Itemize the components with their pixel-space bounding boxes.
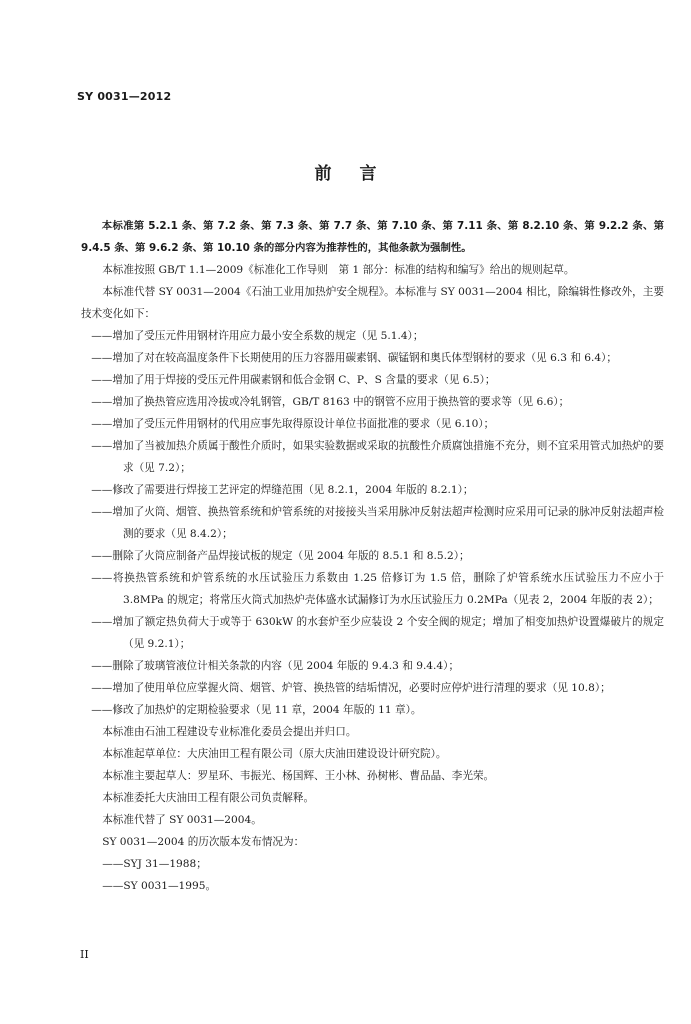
list-item: ——增加了对在较高温度条件下长期使用的压力容器用碳素钢、碳锰钢和奥氏体型钢材的要求（见 6.3 和 6.4）； [91,352,618,364]
list-item: ——增加了当被加热介质属于酸性介质时，如果实验数据或采取的抗酸性介质腐蚀措施不充分，则不宜采用管式加热炉的要求（见 7.2）； [91,440,664,474]
list-item: ——增加了用于焊接的受压元件用碳素钢和低合金钢 C、P、S 含量的要求（见 6.5）； [91,374,496,386]
page-number: II [80,948,89,961]
list-item: ——增加了换热管应选用冷拔或冷轧钢管，GB/T 8163 中的钢管不应用于换热管的要求等（见 6.6）； [91,396,570,408]
closing-paragraph: 本标准由石油工程建设专业标准化委员会提出并归口。 [102,726,357,738]
foreword-body [81,215,664,897]
list-item: ——删除了火筒应制备产品焊接试板的规定（见 2004 年版的 8.5.1 和 8.5.2）； [91,550,470,562]
list-item: ——删除了玻璃管液位计相关条款的内容（见 2004 年版的 9.4.3 和 9.4.4）； [91,660,460,672]
page-title: 前言 [314,164,405,184]
list-item: ——增加了受压元件用钢材许用应力最小安全系数的规定（见 5.1.4）； [91,330,424,342]
intro-paragraph-drafting-rules: 本标准按照 GB/T 1.1—2009《标准化工作导则 第 1 部分：标准的结构和编写》给出的规则起草。 [102,264,575,276]
list-item: ——增加了受压元件用钢材的代用应事先取得原设计单位书面批准的要求（见 6.10）； [91,418,495,430]
closing-paragraph: SY 0031—2004 的历次版本发布情况为： [102,836,305,848]
closing-paragraph: 本标准代替了 SY 0031—2004。 [102,814,262,826]
list-item: ——SY 0031—1995。 [102,880,217,892]
intro-paragraph-replacement: 本标准代替 SY 0031—2004《石油工业用加热炉安全规程》。本标准与 SY 0031—2004 相比，除编辑性修改外，主要技术变化如下： [81,286,664,320]
list-item: ——SYJ 31—1988； [102,858,207,870]
document-code-header: SY 0031—2012 [77,90,172,103]
intro-paragraph-mandatory-clauses: 本标准第 5.2.1 条、第 7.2 条、第 7.3 条、第 7.7 条、第 7.10 条、第 7.11 条、第 8.2.10 条、第 9.2.2 条、第 9.4.5 条、第 9.6.2 条、第 10.10 条的部分内容为推荐性的，其他条款为强制性。 [81,220,664,254]
list-item: ——修改了需要进行焊接工艺评定的焊缝范围（见 8.2.1，2004 年版的 8.2.1）； [91,484,474,496]
list-item: ——增加了使用单位应掌握火筒、烟管、炉管、换热管的结垢情况，必要时应停炉进行清理的要求（见 10.8）； [91,682,611,694]
closing-paragraph: 本标准起草单位：大庆油田工程有限公司（原大庆油田建设设计研究院）。 [102,748,447,760]
version-history-list [81,853,664,897]
list-item: ——修改了加热炉的定期检验要求（见 11 章，2004 年版的 11 章）。 [91,704,422,716]
technical-changes-list [81,325,664,721]
closing-paragraph: 本标准主要起草人：罗星环、韦振光、杨国辉、王小林、孙树彬、曹品晶、李光荣。 [102,770,495,782]
list-item: ——增加了火筒、烟管、换热管系统和炉管系统的对接接头当采用脉冲反射法超声检测时应采用可记录的脉冲反射法超声检测的要求（见 8.4.2）； [91,506,664,540]
closing-paragraph: 本标准委托大庆油田工程有限公司负责解释。 [102,792,315,804]
list-item: ——将换热管系统和炉管系统的水压试验压力系数由 1.25 倍修订为 1.5 倍，删除了炉管系统水压试验压力不应小于 3.8MPa 的规定；将常压火筒式加热炉壳体盛水试漏修订为水压试验压力 0.2MPa（见表 2，2004 年版的表 2）； [91,572,664,606]
list-item: ——增加了额定热负荷大于或等于 630kW 的水套炉至少应装设 2 个安全阀的规定；增加了相变加热炉设置爆破片的规定（见 9.2.1）； [91,616,664,650]
